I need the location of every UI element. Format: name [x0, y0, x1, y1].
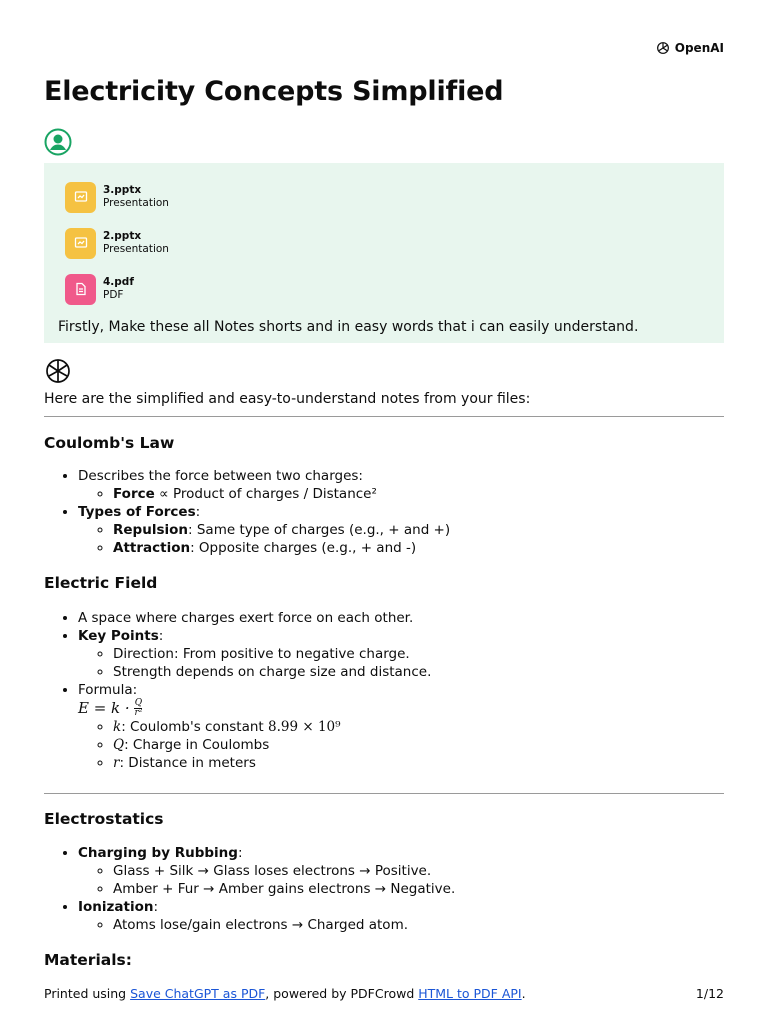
file-name: 2.pptx — [103, 230, 142, 242]
coulomb-list — [44, 467, 450, 557]
list-item: • Charging by Rubbing: ◦ Glass + Silk → Glass loses electrons → Positive. ◦ Amber + Fur → Amber gains electrons → Negative. — [78, 844, 455, 898]
section-heading-materials: Materials: — [44, 951, 132, 969]
list-item: • Key Points: ◦ Direction: From positive to negative charge. ◦ Strength depends on charge size and distance. — [78, 627, 431, 681]
list-item: ◦ Repulsion: Same type of charges (e.g., + and +) — [113, 521, 450, 539]
list-item: ◦ k: Coulomb's constant 8.99 × 10⁹ — [113, 718, 431, 736]
brand-name: OpenAI — [674, 41, 724, 55]
list-item: ◦ Atoms lose/gain electrons → Charged atom. — [113, 916, 455, 934]
document-icon — [65, 274, 96, 305]
openai-logo-icon — [655, 40, 671, 56]
list-item: ◦ Strength depends on charge size and distance. — [113, 663, 431, 681]
list-item: ◦ Glass + Silk → Glass loses electrons → Positive. — [113, 862, 455, 880]
save-chatgpt-link[interactable]: Save ChatGPT as PDF — [130, 986, 266, 1001]
footer: Printed using Save ChatGPT as PDF, powered by PDFCrowd HTML to PDF API. 1/12 — [44, 986, 724, 1001]
file-type: Presentation — [103, 243, 169, 255]
file-type: Presentation — [103, 197, 169, 209]
list-item: • Describes the force between two charges: ◦ Force ∝ Product of charges / Distance² — [78, 467, 450, 503]
section-heading-electrostatics: Electrostatics — [44, 810, 164, 828]
html-to-pdf-link[interactable]: HTML to PDF API — [418, 986, 522, 1001]
file-name: 4.pdf — [103, 276, 134, 288]
chatgpt-logo-icon — [44, 357, 72, 385]
section-heading-coulomb: Coulomb's Law — [44, 434, 175, 452]
file-name: 3.pptx — [103, 184, 142, 196]
list-item: ◦ Attraction: Opposite charges (e.g., + and -) — [113, 539, 450, 557]
list-item: ◦ r: Distance in meters — [113, 754, 431, 772]
page-title: Electricity Concepts Simplified — [44, 76, 504, 107]
list-item: • Ionization: ◦ Atoms lose/gain electrons → Charged atom. — [78, 898, 455, 934]
presentation-icon — [65, 182, 96, 213]
file-attachment[interactable] — [65, 273, 710, 305]
list-item: ◦ Amber + Fur → Amber gains electrons → Negative. — [113, 880, 455, 898]
presentation-icon — [65, 228, 96, 259]
file-type: PDF — [103, 289, 124, 301]
divider — [44, 793, 724, 794]
user-prompt: Firstly, Make these all Notes shorts and in easy words that i can easily understand. — [58, 319, 639, 335]
list-item: • Formula: E = k · $\frac{Q}{\text{r²}}$ ◦ k: Coulomb's constant 8.99 × 10⁹ ◦ Q: Charge in Coulombs ◦ r: Distance in meters — [78, 681, 431, 772]
electric-field-list — [44, 609, 431, 772]
list-item: ◦ Force ∝ Product of charges / Distance² — [113, 485, 450, 503]
file-attachment[interactable] — [65, 181, 710, 213]
list-item: • A space where charges exert force on each other. — [78, 609, 431, 627]
list-item: ◦ Q: Charge in Coulombs — [113, 736, 431, 754]
openai-brand — [655, 40, 724, 56]
list-item: ◦ Direction: From positive to negative charge. — [113, 645, 431, 663]
divider — [44, 416, 724, 417]
user-message — [44, 163, 724, 343]
file-attachment[interactable] — [65, 227, 710, 259]
formula: E = k · $\frac{Q}{\text{r²}}$ — [78, 698, 143, 718]
electrostatics-list — [44, 844, 455, 934]
page-number: 1/12 — [695, 986, 724, 1001]
assistant-intro: Here are the simplified and easy-to-understand notes from your files: — [44, 391, 531, 407]
user-avatar-icon — [44, 128, 72, 156]
list-item: • Types of Forces: ◦ Repulsion: Same type of charges (e.g., + and +) ◦ Attraction: Opposite charges (e.g., + and -) — [78, 503, 450, 557]
section-heading-electric-field: Electric Field — [44, 574, 158, 592]
